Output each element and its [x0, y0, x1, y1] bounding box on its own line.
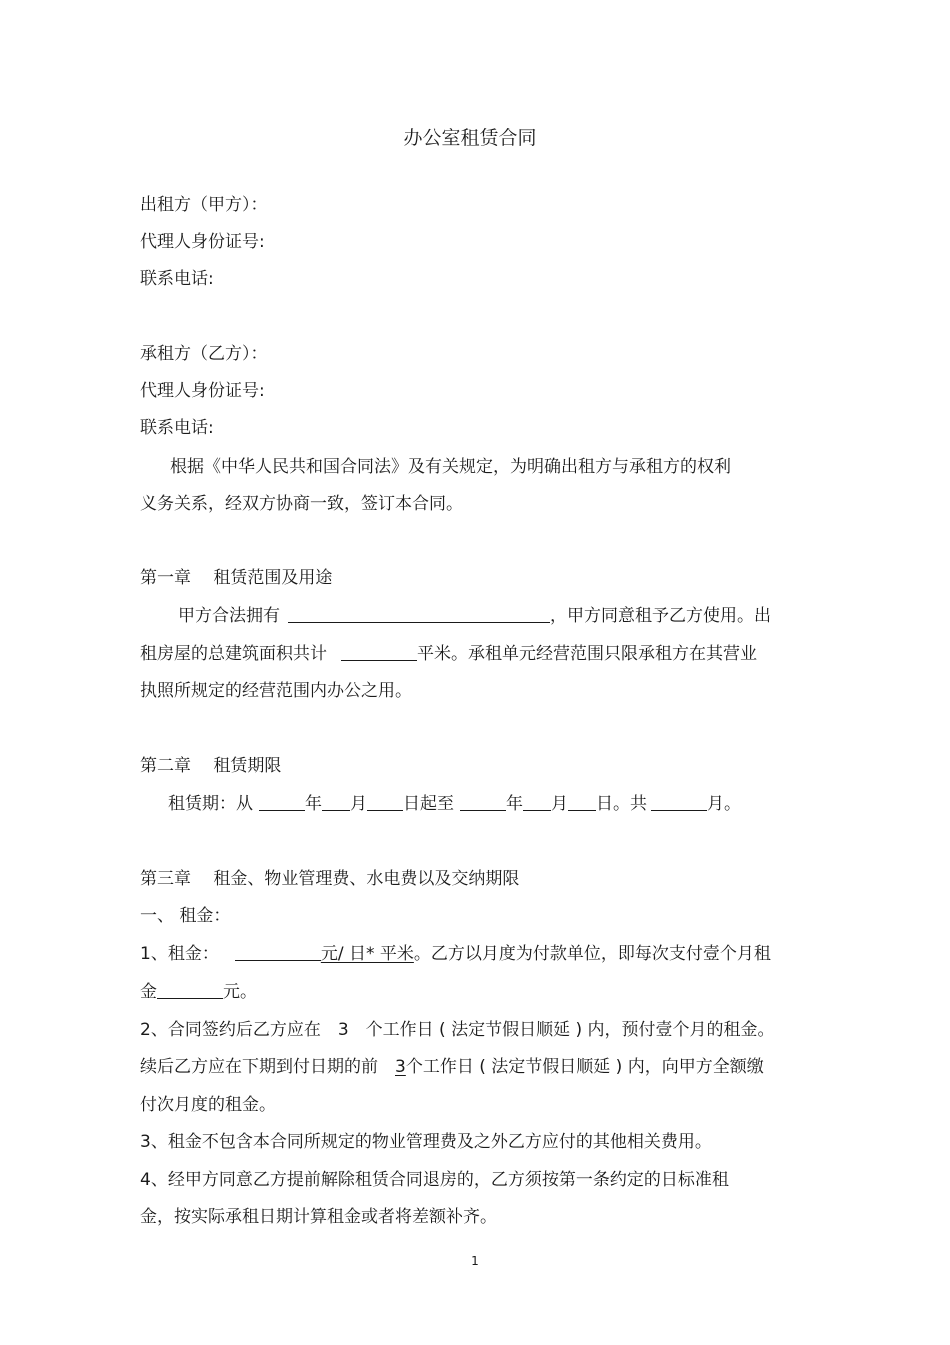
ch1-text-a: 甲方合法拥有 — [178, 606, 280, 626]
total-months-blank — [651, 792, 707, 811]
rent-item-1-label: 1、租金： — [140, 944, 219, 964]
property-blank — [288, 604, 550, 623]
rent-item-4-line-2: 金，按实际承租日期计算租金或者将差额补齐。 — [140, 1207, 497, 1227]
end-month-blank — [523, 792, 551, 811]
lessee-label: 承租方（乙方）： — [140, 344, 268, 364]
rent-item-2-text-b: 个工作日 ( 法定节假日顺延 ) 内，向甲方全额缴 — [405, 1057, 764, 1077]
lessee-id-label: 代理人身份证号: — [140, 381, 265, 401]
intro-line-1: 根据《中华人民共和国合同法》及有关规定，为明确出租方与承租方的权利 — [170, 457, 731, 477]
chapter-1-para-line-2 — [140, 642, 757, 666]
end-year-label: 年 — [506, 794, 523, 814]
monthly-rent-blank — [157, 980, 223, 999]
rent-item-2-line-1: 2、合同签约后乙方应在 3 个工作日 ( 法定节假日顺延 ) 内，预付壹个月的租金。 — [140, 1020, 775, 1040]
lessor-id-label: 代理人身份证号: — [140, 232, 265, 252]
rent-item-2-line-3: 付次月度的租金。 — [140, 1095, 276, 1115]
chapter-3-heading: 第三章 租金、物业管理费、水电费以及交纳期限 — [140, 869, 520, 889]
rent-item-2-text-a: 续后乙方应在下期到付日期的前 — [140, 1057, 395, 1077]
start-day-blank — [367, 792, 403, 811]
rent-item-2-days: 3 — [395, 1057, 406, 1077]
ch1-text-c: 租房屋的总建筑面积共计 — [140, 644, 327, 664]
page-number: 1 — [471, 1254, 479, 1268]
lessee-phone-label: 联系电话: — [140, 418, 214, 438]
area-blank — [341, 642, 417, 661]
ch1-text-b: ，甲方同意租予乙方使用。出 — [550, 606, 771, 626]
chapter-1-heading: 第一章 租赁范围及用途 — [140, 568, 333, 588]
rent-item-3: 3、租金不包含本合同所规定的物业管理费及之外乙方应付的其他相关费用。 — [140, 1132, 712, 1152]
lessor-phone-label: 联系电话: — [140, 269, 214, 289]
rent-item-4-line-1: 4、经甲方同意乙方提前解除租赁合同退房的，乙方须按第一条约定的日标准租 — [140, 1170, 729, 1190]
lease-term-line — [168, 792, 741, 816]
start-day-label: 日起至 — [403, 794, 454, 814]
rent-item-1-text: 。乙方以月度为付款单位，即每次支付壹个月租 — [413, 944, 771, 964]
chapter-1-para-line-3: 执照所规定的经营范围内办公之用。 — [140, 681, 412, 701]
intro-line-2: 义务关系，经双方协商一致，签订本合同。 — [140, 494, 463, 514]
end-month-label: 月 — [551, 794, 568, 814]
lease-term-label: 租赁期：从 — [168, 794, 253, 814]
rent-section-heading: 一、 租金： — [140, 906, 231, 926]
start-month-label: 月 — [350, 794, 367, 814]
rent-item-1-text-2: 金 — [140, 982, 157, 1002]
rent-item-2-line-2 — [140, 1055, 764, 1079]
chapter-2-heading: 第二章 租赁期限 — [140, 756, 282, 776]
chapter-1-para-line-1 — [178, 604, 771, 628]
rent-rate-blank — [235, 942, 321, 961]
end-day-blank — [568, 792, 596, 811]
end-year-blank — [460, 792, 506, 811]
start-year-label: 年 — [305, 794, 322, 814]
start-month-blank — [322, 792, 350, 811]
rent-item-1-text-3: 元。 — [223, 982, 257, 1002]
document-title: 办公室租赁合同 — [403, 127, 537, 149]
rent-item-1-line-2 — [140, 980, 257, 1004]
total-months-label: 月。 — [707, 794, 741, 814]
ch1-text-d: 平米。承租单元经营范围只限承租方在其营业 — [417, 644, 757, 664]
start-year-blank — [259, 792, 305, 811]
end-day-label: 日。共 — [596, 794, 647, 814]
lessor-label: 出租方（甲方）： — [140, 195, 268, 215]
rent-unit: 元/ 日* 平米 — [320, 944, 414, 964]
rent-item-1-line-1 — [140, 942, 771, 966]
